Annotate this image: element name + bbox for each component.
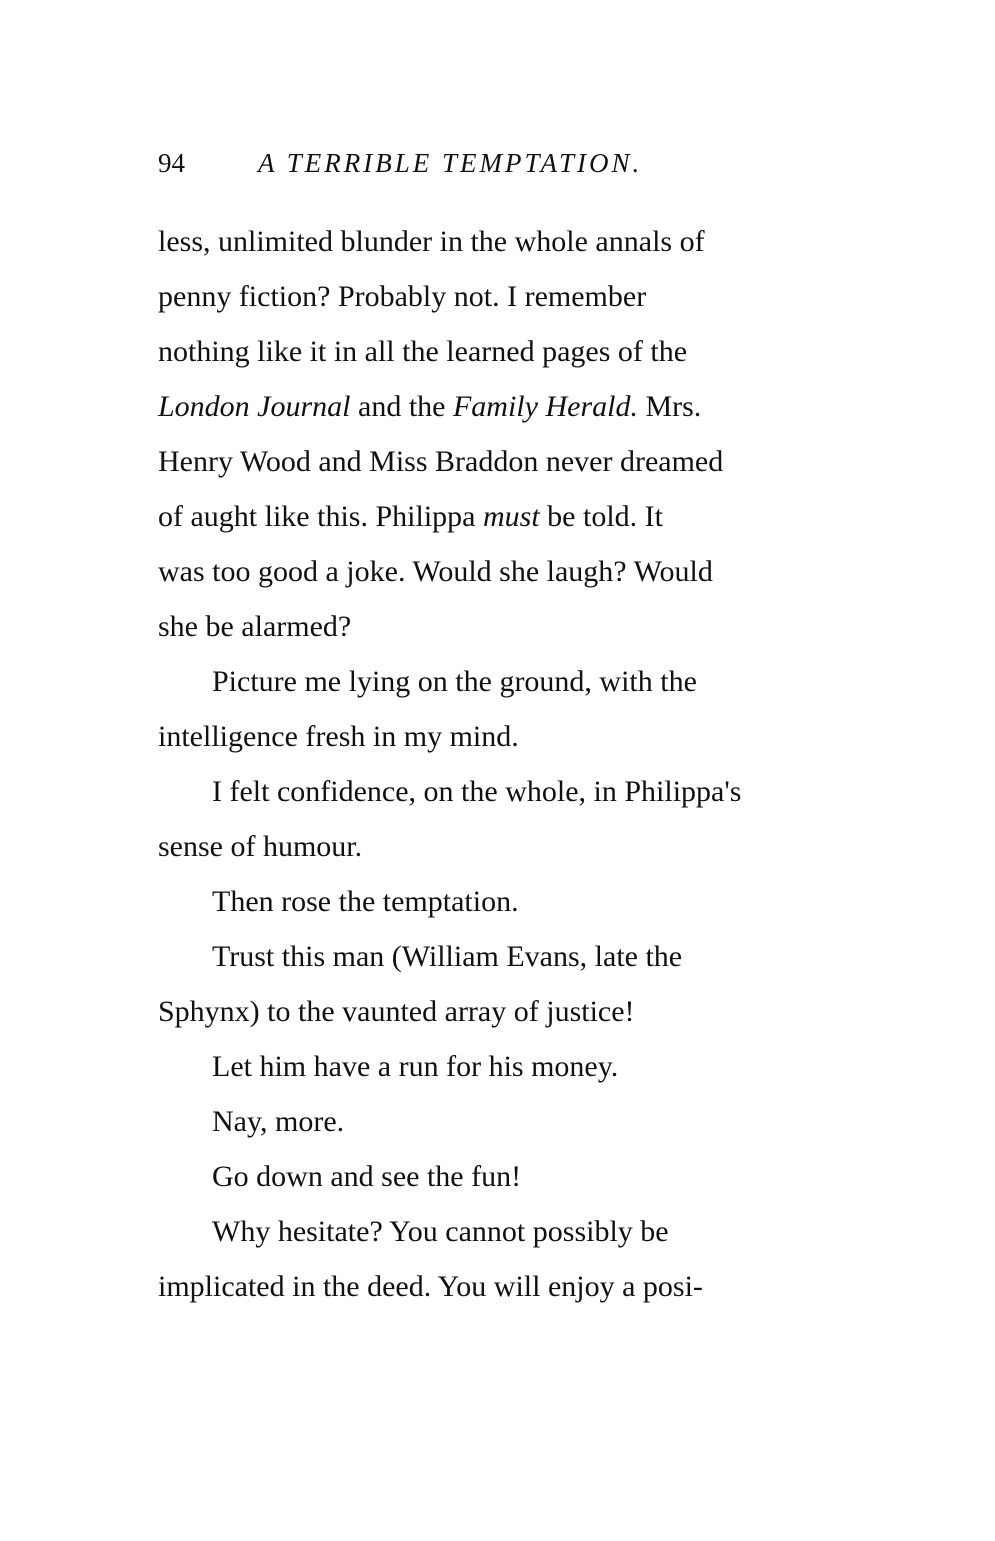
text-line: implicated in the deed. You will enjoy a posi-: [158, 1270, 703, 1303]
text-span: of aught like this. Philippa: [158, 500, 483, 533]
text-line: Henry Wood and Miss Braddon never dreamed: [158, 445, 724, 478]
paragraph-2: [158, 654, 840, 764]
text-line: Sphynx) to the vaunted array of justice!: [158, 995, 635, 1028]
text-span: Mrs.: [637, 390, 702, 423]
text-line: sense of humour.: [158, 830, 363, 863]
text-line: [158, 489, 840, 544]
text-span: and the: [350, 390, 453, 423]
page-number: 94: [158, 148, 185, 178]
text-line: Nay, more.: [212, 1105, 345, 1138]
text-line: she be alarmed?: [158, 610, 352, 643]
text-line: Picture me lying on the ground, with the: [212, 665, 697, 698]
body-text: [158, 214, 840, 1314]
text-line: was too good a joke. Would she laugh? Would: [158, 555, 713, 588]
italic-title: Family Herald.: [452, 390, 638, 423]
text-line: Let him have a run for his money.: [212, 1050, 619, 1083]
paragraph-6: [158, 1039, 840, 1094]
text-line: Why hesitate? You cannot possibly be: [212, 1215, 669, 1248]
text-line: I felt confidence, on the whole, in Philippa's: [212, 775, 742, 808]
running-title: A TERRIBLE TEMPTATION.: [258, 148, 643, 178]
text-line: [158, 379, 840, 434]
text-line: penny fiction? Probably not. I remember: [158, 280, 647, 313]
paragraph-9: [158, 1204, 840, 1314]
paragraph-7: [158, 1094, 840, 1149]
paragraph-4: [158, 874, 840, 929]
paragraph-8: [158, 1149, 840, 1204]
italic-emphasis: must: [482, 500, 540, 533]
paragraph-5: [158, 929, 840, 1039]
text-line: Then rose the temptation.: [212, 885, 519, 918]
paragraph-1: [158, 214, 840, 654]
paragraph-3: [158, 764, 840, 874]
text-line: intelligence fresh in my mind.: [158, 720, 519, 753]
text-line: Go down and see the fun!: [212, 1160, 522, 1193]
text-line: less, unlimited blunder in the whole annals of: [158, 225, 705, 258]
italic-title: London Journal: [158, 390, 351, 423]
text-line: Trust this man (William Evans, late the: [212, 940, 683, 973]
text-line: nothing like it in all the learned pages of the: [158, 335, 688, 368]
page-header: [158, 143, 858, 183]
text-span: be told. It: [539, 500, 663, 533]
